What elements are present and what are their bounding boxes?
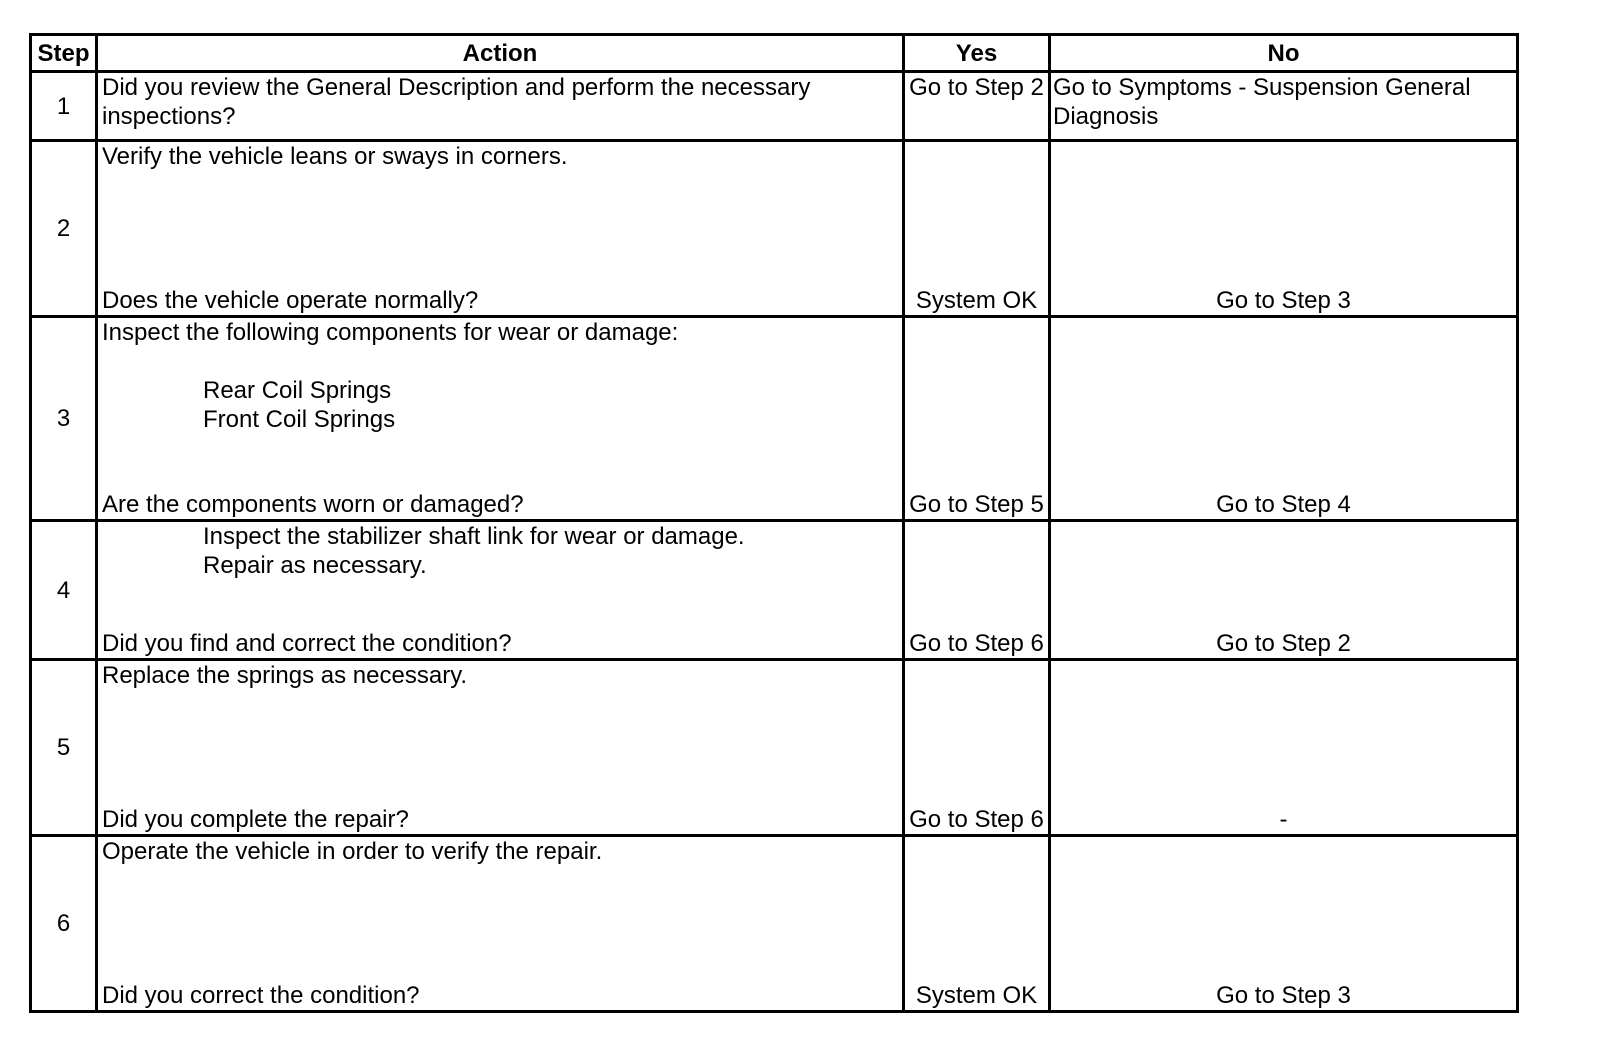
- header-action: Action: [97, 35, 904, 72]
- table-row: [31, 521, 1518, 660]
- action-cell: [97, 660, 904, 836]
- action-item: Inspect the stabilizer shaft link for wear or damage.: [203, 523, 745, 550]
- yes-cell: Go to Step 6: [904, 521, 1050, 660]
- no-cell: -: [1050, 660, 1518, 836]
- header-no: No: [1050, 35, 1518, 72]
- header-step: Step: [31, 35, 97, 72]
- table-row: [31, 660, 1518, 836]
- step-number: 1: [31, 72, 97, 141]
- header-yes: Yes: [904, 35, 1050, 72]
- action-question: Does the vehicle operate normally?: [102, 287, 479, 314]
- table-row: [31, 836, 1518, 1012]
- action-item: Rear Coil Springs: [203, 377, 392, 404]
- yes-cell: Go to Step 5: [904, 317, 1050, 521]
- no-cell: Go to Step 3: [1050, 141, 1518, 317]
- action-cell: [97, 72, 904, 141]
- table-row: [31, 317, 1518, 521]
- header-row: [31, 35, 1518, 72]
- action-question: Are the components worn or damaged?: [102, 491, 524, 518]
- yes-cell: Go to Step 2: [904, 72, 1050, 141]
- action-cell: [97, 317, 904, 521]
- no-cell: Go to Symptoms - Suspension General Diagnosis: [1050, 72, 1518, 141]
- action-item: Front Coil Springs: [203, 406, 396, 433]
- yes-cell: System OK: [904, 141, 1050, 317]
- yes-cell: System OK: [904, 836, 1050, 1012]
- action-cell: [97, 836, 904, 1012]
- step-number: 2: [31, 141, 97, 317]
- step-number: 4: [31, 521, 97, 660]
- no-cell: Go to Step 4: [1050, 317, 1518, 521]
- action-question: Did you correct the condition?: [102, 982, 420, 1009]
- step-number: 3: [31, 317, 97, 521]
- action-cell: [97, 521, 904, 660]
- step-number: 6: [31, 836, 97, 1012]
- action-intro: Operate the vehicle in order to verify the repair.: [102, 838, 603, 865]
- no-cell: Go to Step 3: [1050, 836, 1518, 1012]
- action-intro: Replace the springs as necessary.: [102, 662, 468, 689]
- diagnostic-table: [29, 33, 1519, 1013]
- no-cell: Go to Step 2: [1050, 521, 1518, 660]
- action-intro: Verify the vehicle leans or sways in corners.: [102, 143, 568, 170]
- table-row: [31, 72, 1518, 141]
- table-row: [31, 141, 1518, 317]
- action-item: Repair as necessary.: [203, 552, 427, 579]
- yes-cell: Go to Step 6: [904, 660, 1050, 836]
- action-question: Did you review the General Description and perform the necessary inspections?: [102, 74, 811, 130]
- action-question: Did you find and correct the condition?: [102, 630, 512, 657]
- action-question: Did you complete the repair?: [102, 806, 409, 833]
- action-cell: [97, 141, 904, 317]
- action-intro: Inspect the following components for wear or damage:: [102, 319, 679, 346]
- step-number: 5: [31, 660, 97, 836]
